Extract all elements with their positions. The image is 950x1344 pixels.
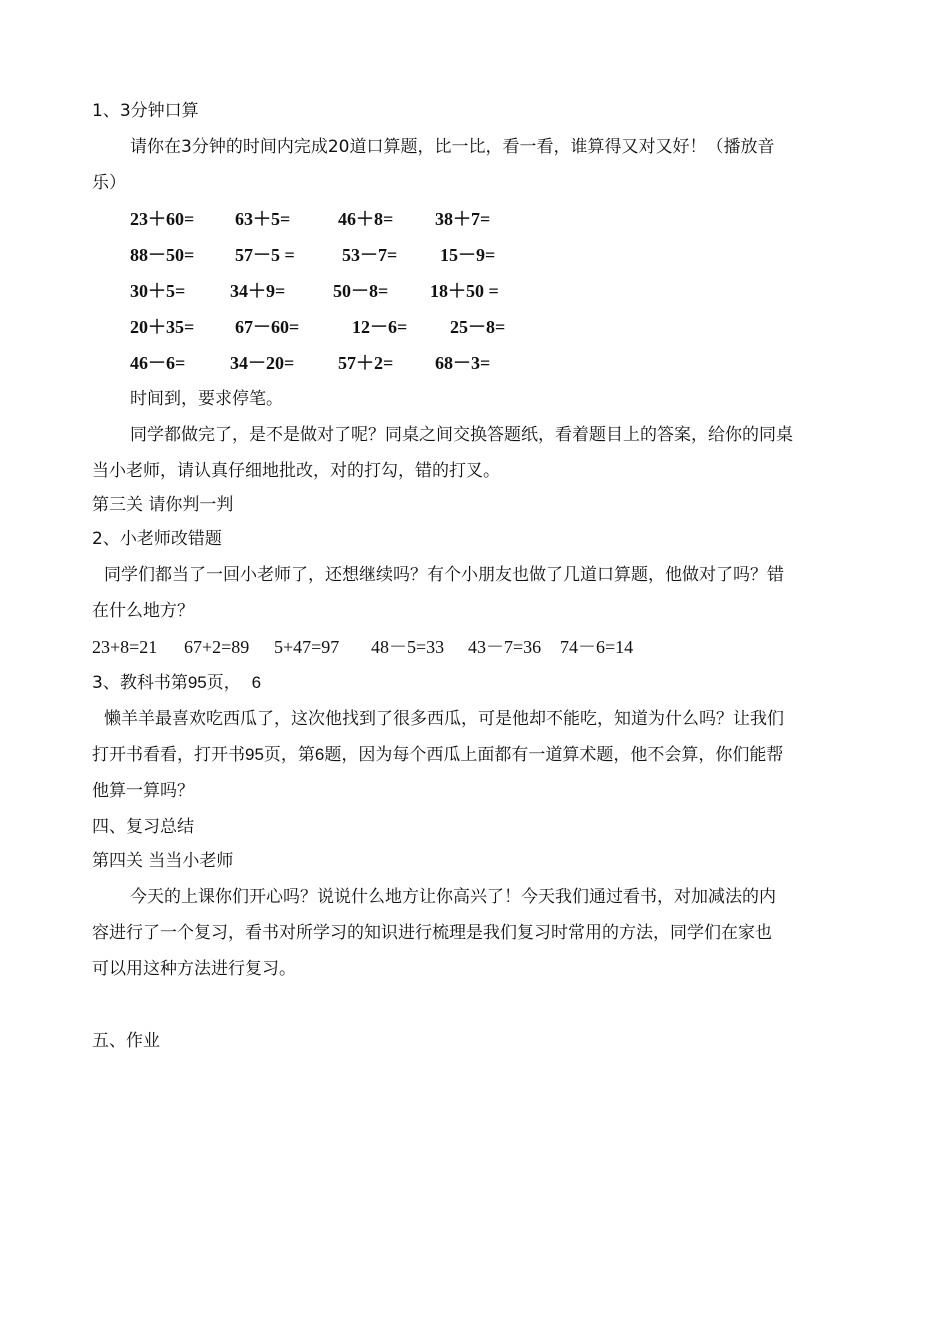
lazy-page-number: 95 (245, 745, 264, 764)
section-heading-textbook (92, 672, 862, 694)
problem: 50－8= (333, 281, 389, 301)
lazy-line-2-part-a: 打开书看看，打开书 (92, 745, 245, 765)
textbook-page-number: 95 (187, 673, 207, 692)
problem: 57－5 = (235, 245, 295, 265)
section-heading-oral-calc: 1、3分钟口算 (92, 101, 199, 121)
teacher-paragraph-line-2: 在什么地方？ (92, 601, 194, 621)
error-problem: 74－6=14 (560, 637, 634, 657)
problem: 25－8= (450, 317, 506, 337)
lazy-line-2-part-c: 页，第 (263, 745, 315, 765)
section-heading-homework: 五、作业 (92, 1031, 160, 1051)
problem: 23＋60= (130, 209, 195, 229)
textbook-problem-number: 6 (251, 673, 262, 692)
problem: 12－6= (352, 317, 408, 337)
summary-paragraph-line-2: 容进行了一个复习，看书对所学习的知识进行梳理是我们复习时常用的方法，同学们在家也 (92, 923, 772, 943)
problem: 88－50= (130, 245, 195, 265)
problem: 38＋7= (435, 209, 491, 229)
problem: 57＋2= (338, 353, 394, 373)
summary-paragraph-line-1: 今天的上课你们开心吗？说说什么地方让你高兴了！今天我们通过看书，对加减法的内 (130, 887, 776, 907)
error-problem: 67+2=89 (184, 637, 250, 657)
problem: 46－6= (130, 353, 186, 373)
error-problem: 48－5=33 (371, 637, 445, 657)
lazy-problem-number: 6 (314, 745, 325, 764)
check-paragraph-line-2: 当小老师，请认真仔细地批改，对的打勾，错的打叉。 (92, 461, 500, 481)
level-3-heading: 第三关 请你判一判 (92, 495, 234, 515)
problem: 67－60= (235, 317, 300, 337)
problem: 68－3= (435, 353, 491, 373)
textbook-heading-page-suffix: 页， (206, 673, 241, 693)
error-problem: 43－7=36 (468, 637, 542, 657)
intro-paragraph-line-2: 乐） (92, 173, 126, 193)
lazy-paragraph-line-3: 他算一算吗？ (92, 781, 194, 801)
teacher-paragraph-line-1: 同学们都当了一回小老师了，还想继续吗？有个小朋友也做了几道口算题，他做对了吗？错 (104, 565, 784, 585)
problem: 15－9= (440, 245, 496, 265)
problem: 63＋5= (235, 209, 291, 229)
time-up-text: 时间到，要求停笔。 (130, 389, 283, 409)
problem: 30＋5= (130, 281, 186, 301)
problem: 46＋8= (338, 209, 394, 229)
lazy-paragraph-line-1: 懒羊羊最喜欢吃西瓜了，这次他找到了很多西瓜，可是他却不能吃，知道为什么吗？让我们 (104, 709, 784, 729)
section-heading-review: 四、复习总结 (92, 817, 194, 837)
check-paragraph-line-1: 同学都做完了，是不是做对了呢？同桌之间交换答题纸，看着题目上的答案，给你的同桌 (130, 425, 793, 445)
level-4-heading: 第四关 当当小老师 (92, 851, 234, 871)
problem: 18＋50 = (430, 281, 499, 301)
intro-paragraph-line-1: 请你在3分钟的时间内完成20道口算题，比一比，看一看，谁算得又对又好！（播放音 (130, 137, 775, 157)
error-problem: 5+47=97 (274, 637, 340, 657)
summary-paragraph-line-3: 可以用这种方法进行复习。 (92, 959, 296, 979)
error-problem: 23+8=21 (92, 637, 158, 657)
lazy-paragraph-line-2 (92, 744, 862, 766)
section-heading-fix-errors: 2、小老师改错题 (92, 529, 222, 549)
problem: 34＋9= (230, 281, 286, 301)
problem: 20＋35= (130, 317, 195, 337)
lazy-line-2-part-e: 题，因为每个西瓜上面都有一道算术题，他不会算，你们能帮 (324, 745, 784, 765)
problem: 34－20= (230, 353, 295, 373)
problem: 53－7= (342, 245, 398, 265)
textbook-heading-text: 3、教科书第 (92, 673, 188, 693)
